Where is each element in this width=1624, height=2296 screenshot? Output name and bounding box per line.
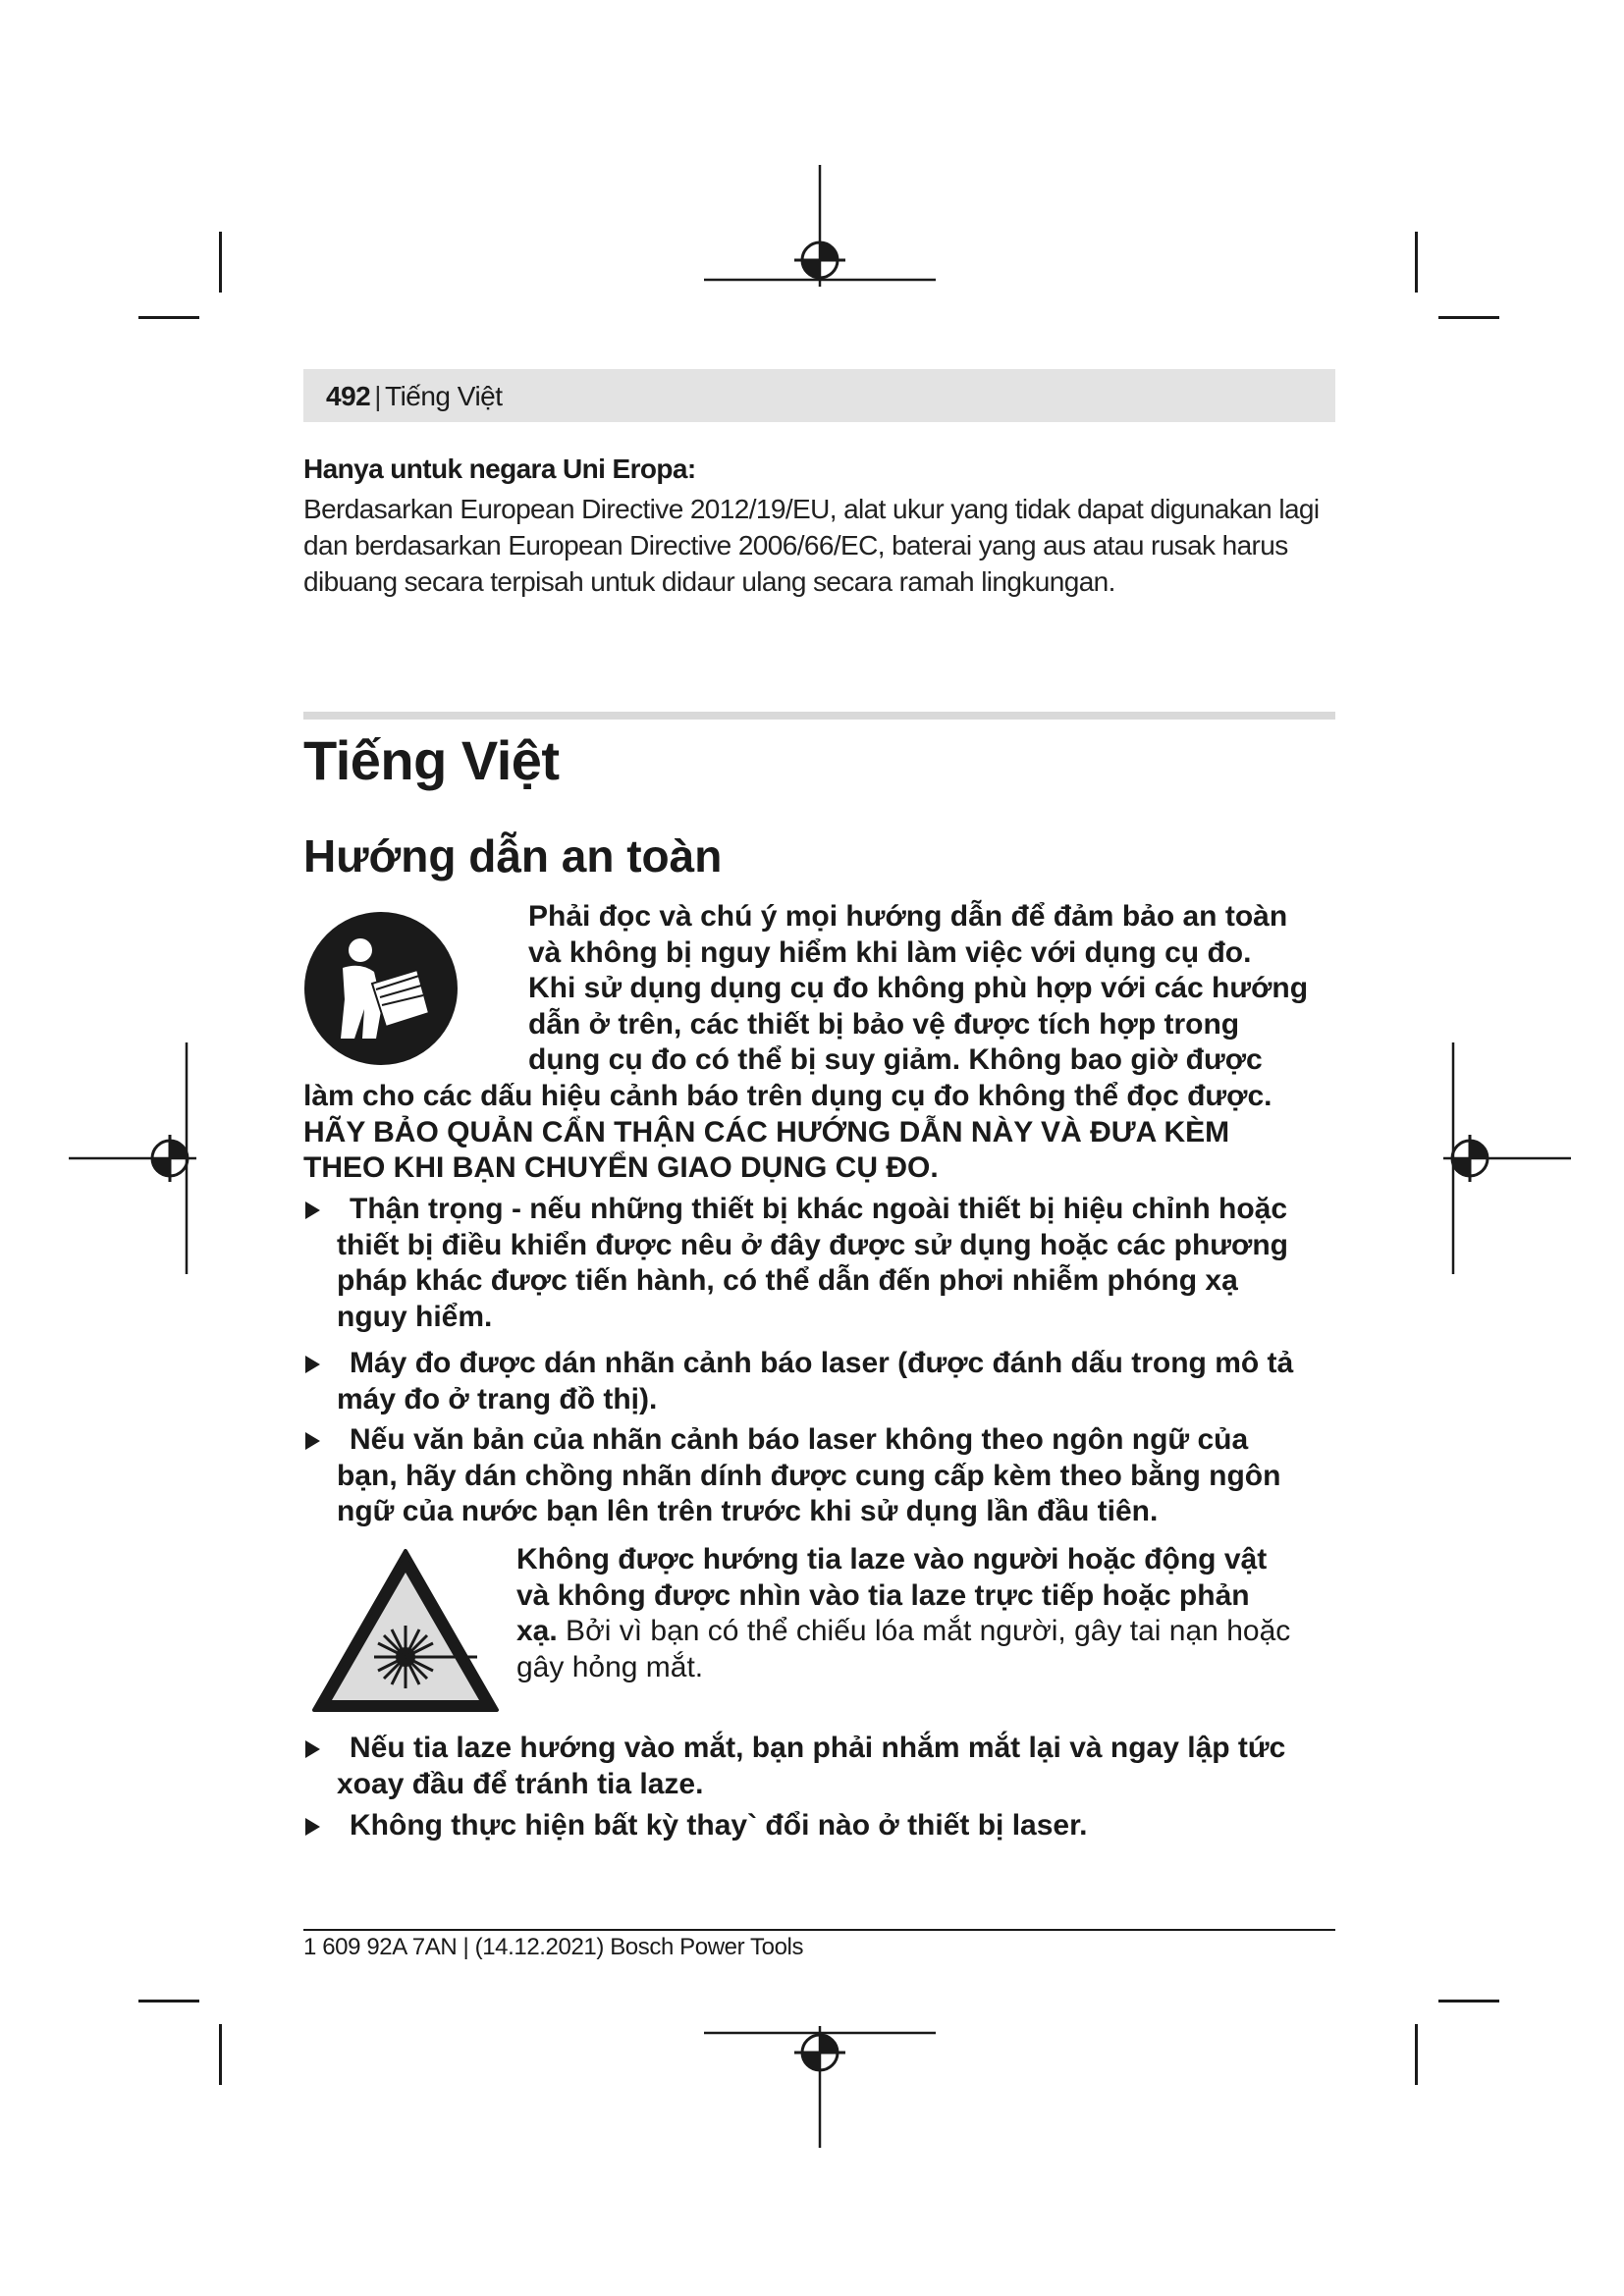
bullet-item [337, 1808, 1087, 1844]
safety-intro-line: Phải đọc và chú ý mọi hướng dẫn để đảm bảo an toàn [528, 900, 1288, 933]
safety-intro-line: Khi sử dụng dụng cụ đo không phù hợp với các hướng [528, 972, 1309, 1004]
eu-notice-line: dibuang secara terpisah untuk didaur ulang secara ramah lingkungan. [303, 566, 1115, 597]
bullet-line: pháp khác được tiến hành, có thể dẫn đến phơi nhiễm phóng xạ [337, 1264, 1238, 1297]
bullet-arrow-icon [305, 1432, 320, 1450]
bullet-line: bạn, hãy dán chồng nhãn dính được cung cấp kèm theo bằng ngôn [337, 1459, 1281, 1492]
bullet-item [337, 1192, 1288, 1335]
crop-mark-top-right-horizontal [1438, 316, 1499, 319]
laser-warning-text [516, 1542, 1290, 1685]
header-section: Tiếng Việt [385, 381, 503, 411]
footer-divider [303, 1929, 1335, 1931]
eu-notice-line: dan berdasarkan European Directive 2006/66/EC, baterai yang aus atau rusak harus [303, 530, 1288, 561]
bullet-line: ngữ của nước bạn lên trên trước khi sử dụng lần đầu tiên. [337, 1495, 1159, 1527]
registration-mark-bottom [702, 2012, 938, 2150]
safety-intro-full-width [303, 1079, 1272, 1187]
crop-mark-top-right-vertical [1415, 232, 1418, 293]
safety-intro-line: làm cho các dấu hiệu cảnh báo trên dụng cụ đo không thể đọc được. [303, 1080, 1272, 1112]
crop-mark-top-left-horizontal [138, 316, 199, 319]
safety-intro-line: dụng cụ đo có thể bị suy giảm. Không bao giờ được [528, 1043, 1263, 1076]
crop-mark-bottom-right-vertical [1415, 2024, 1418, 2085]
bullet-line: Máy đo được dán nhãn cảnh báo laser (được đánh dấu trong mô tả [350, 1347, 1294, 1379]
safety-intro-caps-line: HÃY BẢO QUẢN CẨN THẬN CÁC HƯỚNG DẪN NÀY VÀ ĐƯA KÈM [303, 1115, 1230, 1148]
page-header [326, 381, 503, 412]
bullet-item [337, 1731, 1285, 1802]
crop-mark-bottom-left-vertical [219, 2024, 222, 2085]
bullet-line: Không thực hiện bất kỳ thay` đổi nào ở thiết bị laser. [350, 1809, 1088, 1842]
section-divider [303, 712, 1335, 720]
laser-warning-normal-fragment: Bởi vì bạn có thể chiếu lóa mắt người, gây tai nạn hoặc [557, 1615, 1291, 1647]
bullet-item [337, 1346, 1293, 1417]
bullet-line: thiết bị điều khiển được nêu ở đây được sử dụng hoặc các phương [337, 1228, 1288, 1261]
header-separator: | [374, 381, 381, 411]
bullet-line: máy đo ở trang đồ thị). [337, 1382, 658, 1415]
laser-warning-bold-line: Không được hướng tia laze vào người hoặc động vật [516, 1543, 1268, 1575]
eu-notice-title: Hanya untuk negara Uni Eropa: [303, 454, 696, 484]
bullet-line: xoay đầu để tránh tia laze. [337, 1767, 704, 1800]
registration-mark-top [702, 165, 938, 302]
bullet-line: Nếu tia laze hướng vào mắt, bạn phải nhắm mắt lại và ngay lập tức [350, 1732, 1286, 1764]
page-number: 492 [326, 381, 371, 411]
eu-notice-body [303, 491, 1354, 600]
language-title: Tiếng Việt [303, 729, 560, 791]
laser-warning-bold-line: và không được nhìn vào tia laze trực tiếp hoặc phản [516, 1578, 1250, 1612]
read-manual-icon [303, 911, 459, 1066]
laser-warning-icon [310, 1547, 501, 1716]
registration-mark-left [69, 1041, 206, 1276]
laser-warning-normal-line: gây hỏng mắt. [516, 1650, 704, 1683]
crop-mark-bottom-left-horizontal [138, 2000, 199, 2002]
crop-mark-bottom-right-horizontal [1438, 2000, 1499, 2002]
bullet-line: Nếu văn bản của nhãn cảnh báo laser không theo ngôn ngữ của [350, 1423, 1249, 1456]
bullet-item [337, 1422, 1280, 1530]
bullet-arrow-icon [305, 1201, 320, 1219]
bullet-arrow-icon [305, 1356, 320, 1373]
bullet-line: nguy hiểm. [337, 1300, 493, 1333]
registration-mark-right [1434, 1041, 1571, 1276]
page-footer: 1 609 92A 7AN | (14.12.2021) Bosch Power Tools [303, 1934, 804, 1960]
safety-intro-beside-icon [528, 899, 1308, 1079]
bullet-arrow-icon [305, 1740, 320, 1758]
safety-heading: Hướng dẫn an toàn [303, 830, 723, 881]
safety-intro-caps-line: THEO KHI BẠN CHUYỂN GIAO DỤNG CỤ ĐO. [303, 1151, 939, 1184]
laser-warning-mixed-line [516, 1614, 1290, 1650]
bullet-arrow-icon [305, 1818, 320, 1836]
safety-intro-line: dẫn ở trên, các thiết bị bảo vệ được tích hợp trong [528, 1007, 1240, 1041]
laser-warning-bold-fragment: xạ. [516, 1615, 558, 1647]
safety-intro-line: và không bị nguy hiểm khi làm việc với dụng cụ đo. [528, 935, 1252, 969]
crop-mark-top-left-vertical [219, 232, 222, 293]
bullet-line: Thận trọng - nếu những thiết bị khác ngoài thiết bị hiệu chỉnh hoặc [350, 1193, 1288, 1225]
eu-notice-line: Berdasarkan European Directive 2012/19/EU, alat ukur yang tidak dapat digunakan lagi [303, 494, 1320, 524]
